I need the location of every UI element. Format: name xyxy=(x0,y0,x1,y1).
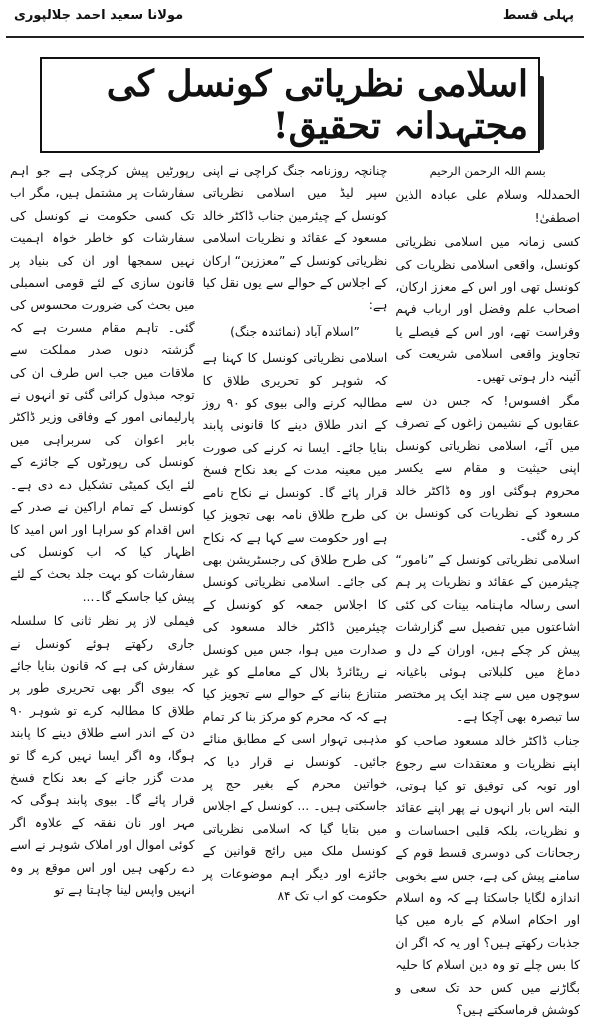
dateline: ”اسلام آباد (نمائندہ جنگ) xyxy=(230,324,360,339)
basmala: بسم اللہ الرحمن الرحیم xyxy=(429,164,546,178)
paragraph: اسلامی نظریاتی کونسل کے ”نامور“ چیئرمین کے عقائد و نظریات پر ہم اسی رسالہ ماہنامہ بینات کی کئی اشاعتوں میں تفصیل سے گزارشات پیش کر چکے ہیں، اوران کے دل و دماغ میں کلبلاتی ہوئی باغیانہ سوچوں میں سے چند ایک پر مختصر سا تبصرہ بھی آچکا ہے۔ xyxy=(395,552,580,724)
column-left xyxy=(9,160,195,897)
salutation: الحمدللہ وسلام علی عبادہ الذین اصطفیٰ! xyxy=(395,188,580,225)
title-banner xyxy=(40,63,540,147)
paragraph: رپورٹیں پیش کرچکی ہے جو اہم سفارشات پر مشتمل ہیں، مگر اب تک کسی حکومت نے کونسل کی سفارشات کو خاطر خواہ اہمیت نہیں سمجھا اور ان کی بنیاد پر قانون سازی کے لئے قومی اسمبلی میں بحث کی ضرورت محسوس کی گئی۔ تاہم مقام مسرت ہے کہ گزشتہ دنوں صدر مملکت سے ملاقات میں جب اس طرف ان کی توجہ مبذول کرائی گئی تو انہوں نے پارلیمانی امور کے وفاقی وزیر ڈاکٹر بابر اعوان کی سربراہی میں کونسل کی رپورٹوں کے جائزے کے لئے ایک کمیٹی تشکیل دے دی ہے۔ کونسل کے تمام اراکین نے صدر کے اس اقدام کو سراہا اور اس امید کا اظہار کیا کہ اب کونسل کی سفارشات کو بہت جلد بحث کے لئے پیش کیا جاسکے گا۔... xyxy=(9,164,195,604)
paragraph: مگر افسوس! کہ جس دن سے عقابوں کے نشیمن زاغوں کے تصرف میں آئے، اسلامی نظریاتی کونسل اپنی حیثیت و مقام سے یکسر محروم ہوگئی اور وہ ڈاکٹر خالد مسعود کے نظریات کی کونسل بن کر رہ گئی۔ xyxy=(395,394,580,543)
article-columns xyxy=(9,160,580,1018)
column-right xyxy=(395,160,580,1018)
paragraph: کسی زمانہ میں اسلامی نظریاتی کونسل، واقعی اسلامی نظریات کی کونسل تھی اور اس کے معزز ارکان، اصحاب علم وفضل اور ارباب فہم وفراست تھے، اور اس کے فیصلے یا تجاویز واقعی اسلامی شریعت کی آئینہ دار ہوتی تھیں۔ xyxy=(395,235,580,384)
paragraph: اسلامی نظریاتی کونسل کا کہنا ہے کہ شوہر کو تحریری طلاق کا مطالبہ کرنے والی بیوی کو ۹۰ روز کے اندر طلاق دینے کا قانونی پابند بنایا جائے۔ ایسا نہ کرنے کی صورت میں معینہ مدت کے بعد نکاح فسخ قرار پائے گا۔ کونسل نے نکاح نامے کی طرح طلاق نامہ بھی تجویز کیا ہے اور حکومت سے کہا ہے کہ نکاح کی طرح طلاق کی رجسٹریشن بھی کی جائے۔ اسلامی نظریاتی کونسل کا اجلاس جمعہ کو کونسل کے چیئرمین ڈاکٹر خالد مسعود کی صدارت میں ہوا، جس میں کونسل نے ریٹائرڈ بلال کے معاملے کو غیر متنازع بنانے کے حوالے سے تجویز کیا ہے کہ کہ محرم کو مرکز بنا کر تمام مذہبی تہوار اسی کے مطابق منائے جائیں۔ کونسل نے قرار دیا کہ خواتین محرم کے بغیر حج پر جاسکتی ہیں۔ ... کونسل کے اجلاس میں بتایا گیا کہ اسلامی نظریاتی کونسل ملک میں رائج قوانین کے جائزے اور دیگر اہم موضوعات پر حکومت کو اب تک ۸۴ xyxy=(202,351,388,903)
episode-label: پہلی قسط xyxy=(502,8,574,23)
paragraph: جناب ڈاکٹر خالد مسعود صاحب کو اپنے نظریات و معتقدات سے رجوع اور توبہ کی توفیق تو کیا ہوتی، البتہ اس بار انہوں نے پھر اپنے عقائد و نظریات، بلکہ قلبی احساسات و رجحانات کی دوسری قسط قوم کے سامنے پیش کی ہے، جس سے بخوبی اندازہ لگایا جاسکتا ہے کہ وہ اسلام اور احکام اسلام کے بارہ میں کیا جذبات رکھتے ہیں؟ اور یہ کہ اگر ان کا بس چلے تو وہ دین اسلام کا حلیہ بگاڑنے میں کس حد تک سعی و کوشش فرماسکتے ہیں؟ xyxy=(395,734,580,1018)
header-divider xyxy=(6,36,584,38)
column-middle xyxy=(202,160,388,903)
author-name: مولانا سعید احمد جلالپوری xyxy=(14,8,184,23)
article-title: اسلامی نظریاتی کونسل کی مجتہدانہ تحقیق! xyxy=(40,57,540,153)
paragraph: فیملی لاز پر نظر ثانی کا سلسلہ جاری رکھتے ہوئے کونسل نے سفارش کی ہے کہ قانون بنایا جائے کہ بیوی اگر بھی تحریری طور پر طلاق کا مطالبہ کرے تو شوہر ۹۰ دن کے اندر اسے طلاق دینے کا پابند ہوگا، وہ اگر ایسا نہیں کرے گا تو مدت گزر جانے کے بعد نکاح فسخ قرار پائے گا۔ بیوی پابند ہوگی کہ مہر اور نان نفقہ کے علاوہ اگر کوئی اموال اور املاک شوہر نے اسے دے رکھی ہیں اور اس موقع پر وہ انہیں واپس لینا چاہتا ہے تو xyxy=(9,614,195,897)
paragraph: چنانچہ روزنامہ جنگ کراچی نے اپنی سپر لیڈ میں اسلامی نظریاتی کونسل کے چیئرمین جناب ڈاکٹر خالد مسعود کے عقائد و نظریات اسلامی نظریاتی کونسل کے ”معززین“ ارکان کے اجلاس کے حوالے سے یوں نقل کیا ہے: xyxy=(202,164,388,313)
